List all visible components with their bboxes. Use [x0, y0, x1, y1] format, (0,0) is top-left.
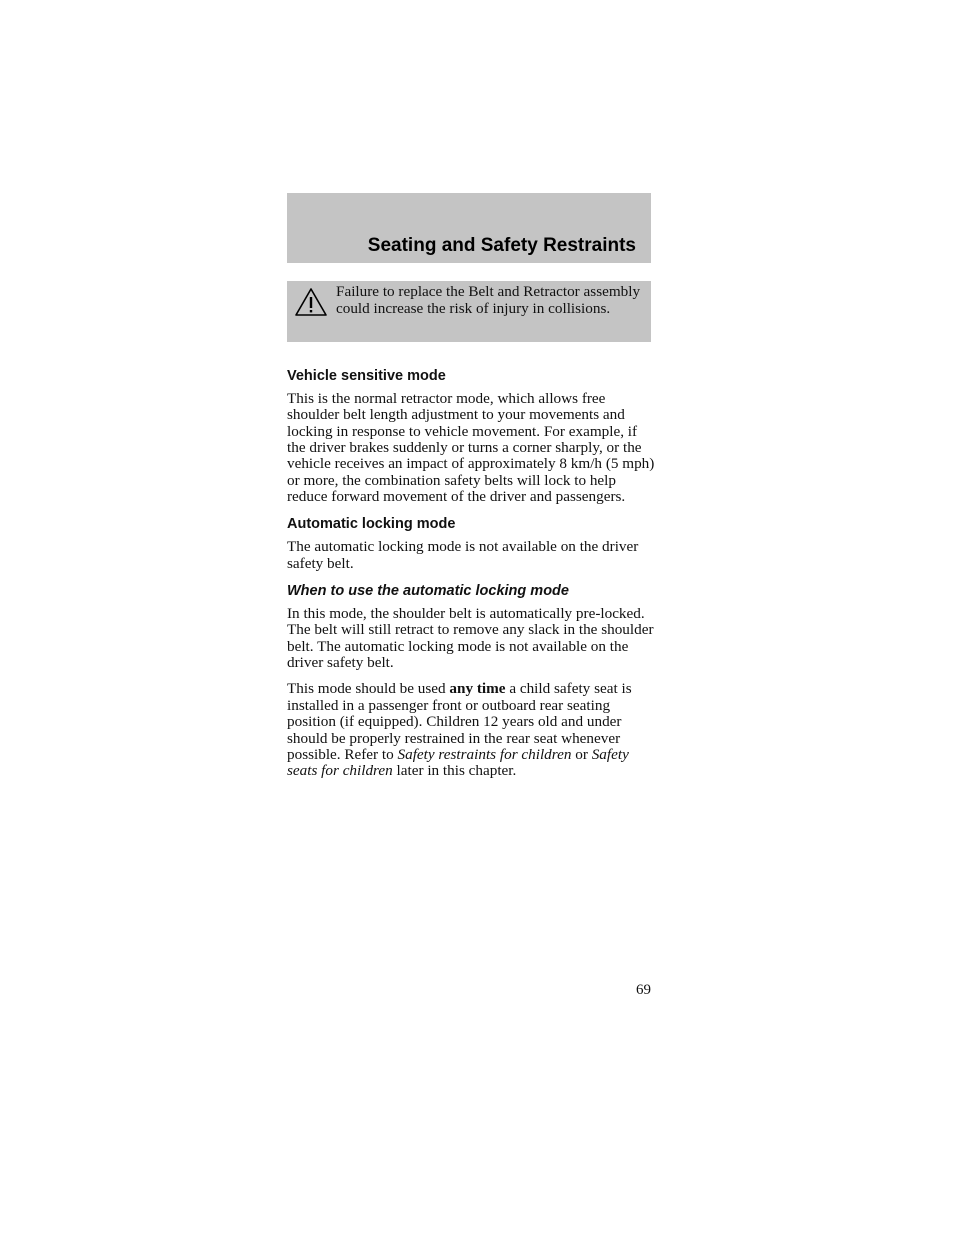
chapter-title: Seating and Safety Restraints — [367, 235, 636, 256]
reference-safety-restraints-for-children: Safety restraints for children — [397, 745, 572, 763]
text-run: or — [571, 745, 592, 763]
warning-box — [287, 281, 651, 342]
chapter-header-band — [287, 193, 651, 263]
reference-safety-seats-for-children: Safety seats for children — [287, 745, 629, 780]
text-run: a child safety seat is installed in a passenger front or outboard rear seating position (if equipped). Children 12 years old and under should be properly restrained in the rear seat whenever possible. Refer to — [287, 680, 632, 763]
paragraph-vehicle-sensitive-mode: This is the normal retractor mode, which allows free shoulder belt length adjustment to your movements and locking in response to vehicle movement. For example, if the driver brakes suddenly or turns a corner sharply, or the vehicle receives an impact of approximately 8 km/h (5 mph) or more, the combination safety belts will lock to help reduce forward movement of the driver and passengers. — [287, 390, 655, 506]
page-content — [287, 367, 659, 790]
paragraph-when-to-use-2 — [287, 681, 659, 779]
text-run: later in this chapter. — [392, 762, 517, 780]
text-run: This mode should be used — [287, 680, 450, 698]
emphasis-any-time: any time — [449, 680, 506, 698]
heading-when-to-use: When to use the automatic locking mode — [287, 583, 569, 600]
heading-automatic-locking-mode: Automatic locking mode — [287, 516, 456, 533]
paragraph-automatic-locking-mode: The automatic locking mode is not available on the driver safety belt. — [287, 538, 639, 572]
heading-vehicle-sensitive-mode: Vehicle sensitive mode — [287, 368, 446, 384]
warning-triangle-icon — [294, 287, 328, 317]
warning-text: Failure to replace the Belt and Retractor assembly could increase the risk of injury in collisions. — [336, 283, 641, 317]
page-number: 69 — [636, 982, 651, 998]
paragraph-when-to-use-1: In this mode, the shoulder belt is automatically pre-locked. The belt will still retract to remove any slack in the shoulder belt. The automatic locking mode is not available on the driver safety belt. — [287, 605, 654, 672]
